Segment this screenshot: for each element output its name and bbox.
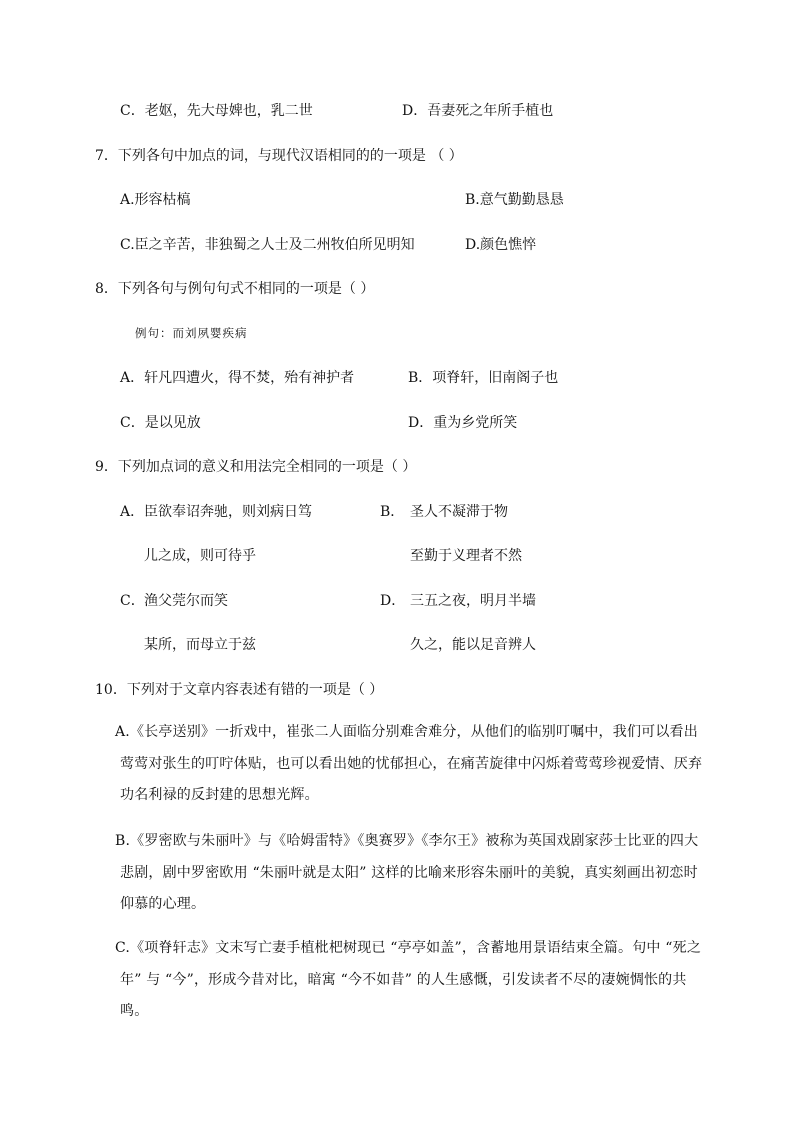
q10-option-c: C.《项脊轩志》文末写亡妻手植枇杷树现已 “亭亭如盖”，含蓄地用景语结束全篇。句中 “死之年” 与 “今”，形成今昔对比，暗寓 “今不如昔” 的人生感慨，引发读者不尽的凄婉惆怅的共鸣。: [115, 940, 702, 1019]
q7-option-d: D.颜色憔悴: [465, 237, 537, 253]
q8-option-c: C．是以见放: [120, 415, 201, 431]
q9-option-c-line1: 渔父莞尔而笑: [144, 593, 228, 609]
q8-stem: 8．下列各句与例句句式不相同的一项是（ ）: [95, 281, 375, 297]
q6-option-d: D．吾妻死之年所手植也: [402, 103, 554, 119]
q7-option-b: B.意气勤勤恳恳: [465, 192, 564, 208]
q9-option-a-line1: 臣欲奉诏奔驰，则刘病日笃: [144, 504, 312, 520]
q6-option-c: C．老妪，先大母婢也，乳二世: [120, 103, 313, 119]
q9-option-d-label: D．: [380, 593, 406, 609]
q8-option-b: B．项脊轩，旧南阁子也: [408, 370, 559, 386]
q9-option-b-label: B．: [380, 504, 405, 520]
q9-option-c-label: C．: [120, 593, 145, 609]
q9-option-d-line1: 三五之夜，明月半墙: [410, 593, 536, 609]
q10-option-b: B.《罗密欧与朱丽叶》与《哈姆雷特》《奥赛罗》《李尔王》被称为英国戏剧家莎士比亚的四大悲剧，剧中罗密欧用 “朱丽叶就是太阳” 这样的比喻来形容朱丽叶的美貌，真实刻画出初恋时仰慕的心理。: [115, 833, 699, 912]
q10-stem: 10．下列对于文章内容表述有错的一项是（ ）: [95, 682, 384, 698]
q7-option-a: A.形容枯槁: [120, 192, 191, 208]
q7-option-c: C.臣之辛苦，非独蜀之人士及二州牧伯所见明知: [120, 237, 415, 253]
q9-stem: 9．下列加点词的意义和用法完全相同的一项是（ ）: [95, 459, 417, 475]
q8-option-d: D．重为乡党所笑: [408, 415, 518, 431]
q7-stem: 7．下列各句中加点的词，与现代汉语相同的的一项是 （ ）: [95, 148, 463, 164]
q8-option-a: A．轩凡四遭火，得不焚，殆有神护者: [120, 370, 355, 386]
q9-option-a-line2: 儿之成，则可待乎: [144, 548, 256, 564]
q10-option-a: A.《长亭送别》一折戏中，崔张二人面临分别难舍难分，从他们的临别叮嘱中，我们可以看出莺莺对张生的叮咛体贴，也可以看出她的忧郁担心，在痛苦旋律中闪烁着莺莺珍视爱情、厌弃功名利禄的反封建的思想光辉。: [115, 724, 703, 803]
q8-example: 例句：而刘夙婴疾病: [135, 326, 248, 340]
q9-option-c-line2: 某所，而母立于兹: [144, 637, 256, 653]
q9-option-a-label: A．: [120, 504, 145, 520]
q9-option-b-line1: 圣人不凝滞于物: [410, 504, 508, 520]
q9-option-d-line2: 久之，能以足音辨人: [410, 637, 536, 653]
q9-option-b-line2: 至勤于义理者不然: [410, 548, 522, 564]
